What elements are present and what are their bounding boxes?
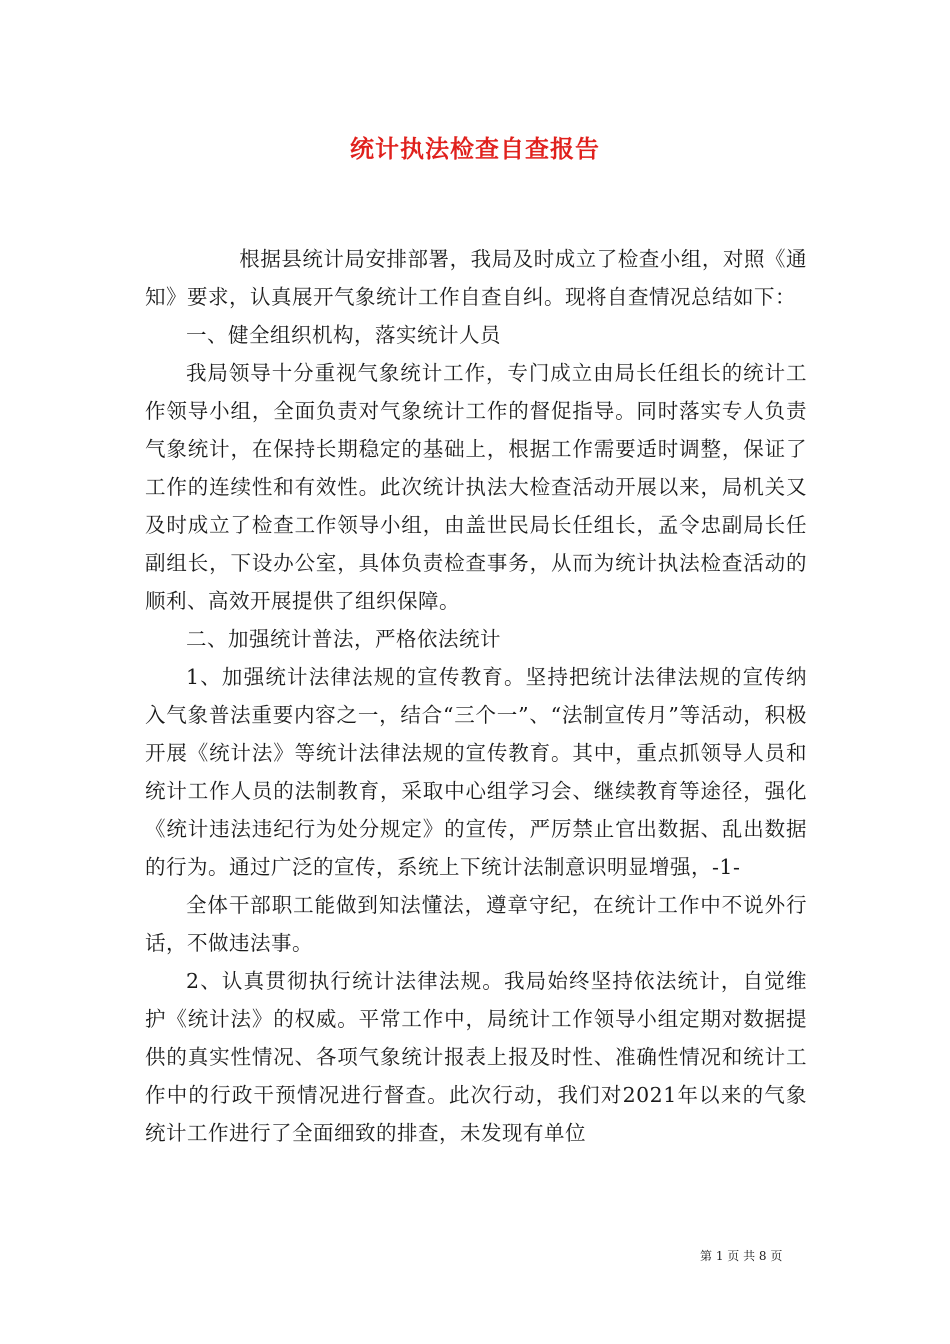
paragraph-item-1-continued: 全体干部职工能做到知法懂法，遵章守纪，在统计工作中不说外行话，不做违法事。 — [145, 893, 807, 955]
section-heading-2: 二、加强统计普法，严格依法统计 — [186, 627, 501, 651]
document-body — [145, 240, 807, 1152]
paragraph-item-1: 1、加强统计法律法规的宣传教育。坚持把统计法律法规的宣传纳入气象普法重要内容之一，结合“三个一”、“法制宣传月”等活动，积极开展《统计法》等统计法律法规的宣传教育。其中，重点抓领导人员和统计工作人员的法制教育，采取中心组学习会、继续教育等途径，强化《统计违法违纪行为处分规定》的宣传，严厉禁止官出数据、乱出数据的行为。通过广泛的宣传，系统上下统计法制意识明显增强，-1- — [145, 665, 807, 879]
document-title: 统计执法检查自查报告 — [350, 134, 600, 163]
paragraph-intro: 根据县统计局安排部署，我局及时成立了检查小组，对照《通知》要求，认真展开气象统计工作自查自纠。现将自查情况总结如下： — [145, 247, 807, 309]
page-number-footer: 第 1 页 共 8 页 — [700, 1249, 783, 1263]
paragraph-section-1: 我局领导十分重视气象统计工作，专门成立由局长任组长的统计工作领导小组，全面负责对气象统计工作的督促指导。同时落实专人负责气象统计，在保持长期稳定的基础上，根据工作需要适时调整，保证了工作的连续性和有效性。此次统计执法大检查活动开展以来，局机关又及时成立了检查工作领导小组，由盖世民局长任组长，孟令忠副局长任副组长，下设办公室，具体负责检查事务，从而为统计执法检查活动的顺利、高效开展提供了组织保障。 — [145, 361, 807, 613]
paragraph-item-2: 2、认真贯彻执行统计法律法规。我局始终坚持依法统计，自觉维护《统计法》的权威。平常工作中，局统计工作领导小组定期对数据提供的真实性情况、各项气象统计报表上报及时性、准确性情况和统计工作中的行政干预情况进行督查。此次行动，我们对2021年以来的气象统计工作进行了全面细致的排查，未发现有单位 — [145, 969, 807, 1145]
section-heading-1: 一、健全组织机构，落实统计人员 — [186, 323, 501, 347]
